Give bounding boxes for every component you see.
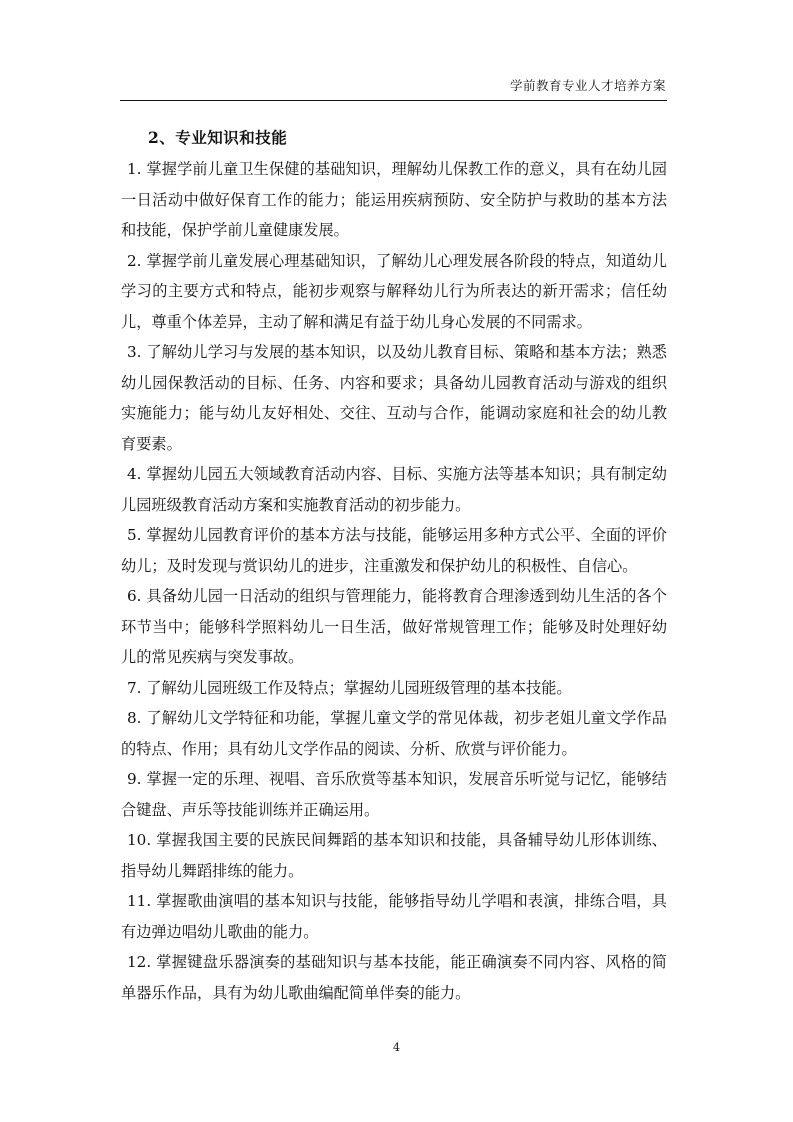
list-item: 8. 了解幼儿文学特征和功能，掌握儿童文学的常见体裁，初步老姐儿童文学作品的特点、作用；具有幼儿文学作品的阅读、分析、欣赏与评价能力。 [121, 709, 667, 758]
list-item: 6. 具备幼儿园一日活动的组织与管理能力，能将教育合理渗透到幼儿生活的各个环节当中；能够科学照料幼儿一日生活，做好常规管理工作；能够及时处理好幼儿的常见疾病与突发事故。 [121, 587, 667, 666]
list-item: 2. 掌握学前儿童发展心理基础知识，了解幼儿心理发展各阶段的特点，知道幼儿学习的主要方式和特点，能初步观察与解释幼儿行为所表达的新开需求；信任幼儿，尊重个体差异，主动了解和满足有益于幼儿身心发展的不同需求。 [121, 251, 667, 331]
header-divider [120, 100, 667, 101]
list-item: 11. 掌握歌曲演唱的基本知识与技能，能够指导幼儿学唱和表演，排练合唱，具有边弹边唱幼儿歌曲的能力。 [121, 892, 667, 941]
list-item: 12. 掌握键盘乐器演奏的基础知识与基本技能，能正确演奏不同内容、风格的简单器乐作品，具有为幼儿歌曲编配简单伴奏的能力。 [121, 953, 667, 1002]
list-item: 4. 掌握幼儿园五大领域教育活动内容、目标、实施方法等基本知识；具有制定幼儿园班级教育活动方案和实施教育活动的初步能力。 [121, 465, 667, 514]
list-item: 1. 掌握学前儿童卫生保健的基础知识，理解幼儿保教工作的意义，具有在幼儿园一日活动中做好保育工作的能力；能运用疾病预防、安全防护与救助的基本方法和技能，保护学前儿童健康发展。 [121, 160, 667, 239]
list-item: 9. 掌握一定的乐理、视唱、音乐欣赏等基本知识，发展音乐听觉与记忆，能够结合键盘、声乐等技能训练并正确运用。 [121, 770, 667, 819]
list-item: 7. 了解幼儿园班级工作及特点；掌握幼儿园班级管理的基本技能。 [127, 678, 572, 697]
list-item: 10. 掌握我国主要的民族民间舞蹈的基本知识和技能，具备辅导幼儿形体训练、指导幼儿舞蹈排练的能力。 [121, 831, 667, 880]
list-item: 3. 了解幼儿学习与发展的基本知识，以及幼儿教育目标、策略和基本方法；熟悉幼儿园保教活动的目标、任务、内容和要求；具备幼儿园教育活动与游戏的组织实施能力；能与幼儿友好相处、交往、互动与合作，能调动家庭和社会的幼儿教育要素。 [121, 343, 667, 453]
running-header: 学前教育专业人才培养方案 [509, 78, 666, 93]
page-number: 4 [393, 1041, 400, 1054]
section-heading: 2、专业知识和技能 [148, 128, 288, 147]
list-item: 5. 掌握幼儿园教育评价的基本方法与技能，能够运用多种方式公平、全面的评价幼儿；及时发现与赏识幼儿的进步，注重激发和保护幼儿的积极性、自信心。 [121, 526, 667, 575]
section-body [121, 154, 667, 1008]
